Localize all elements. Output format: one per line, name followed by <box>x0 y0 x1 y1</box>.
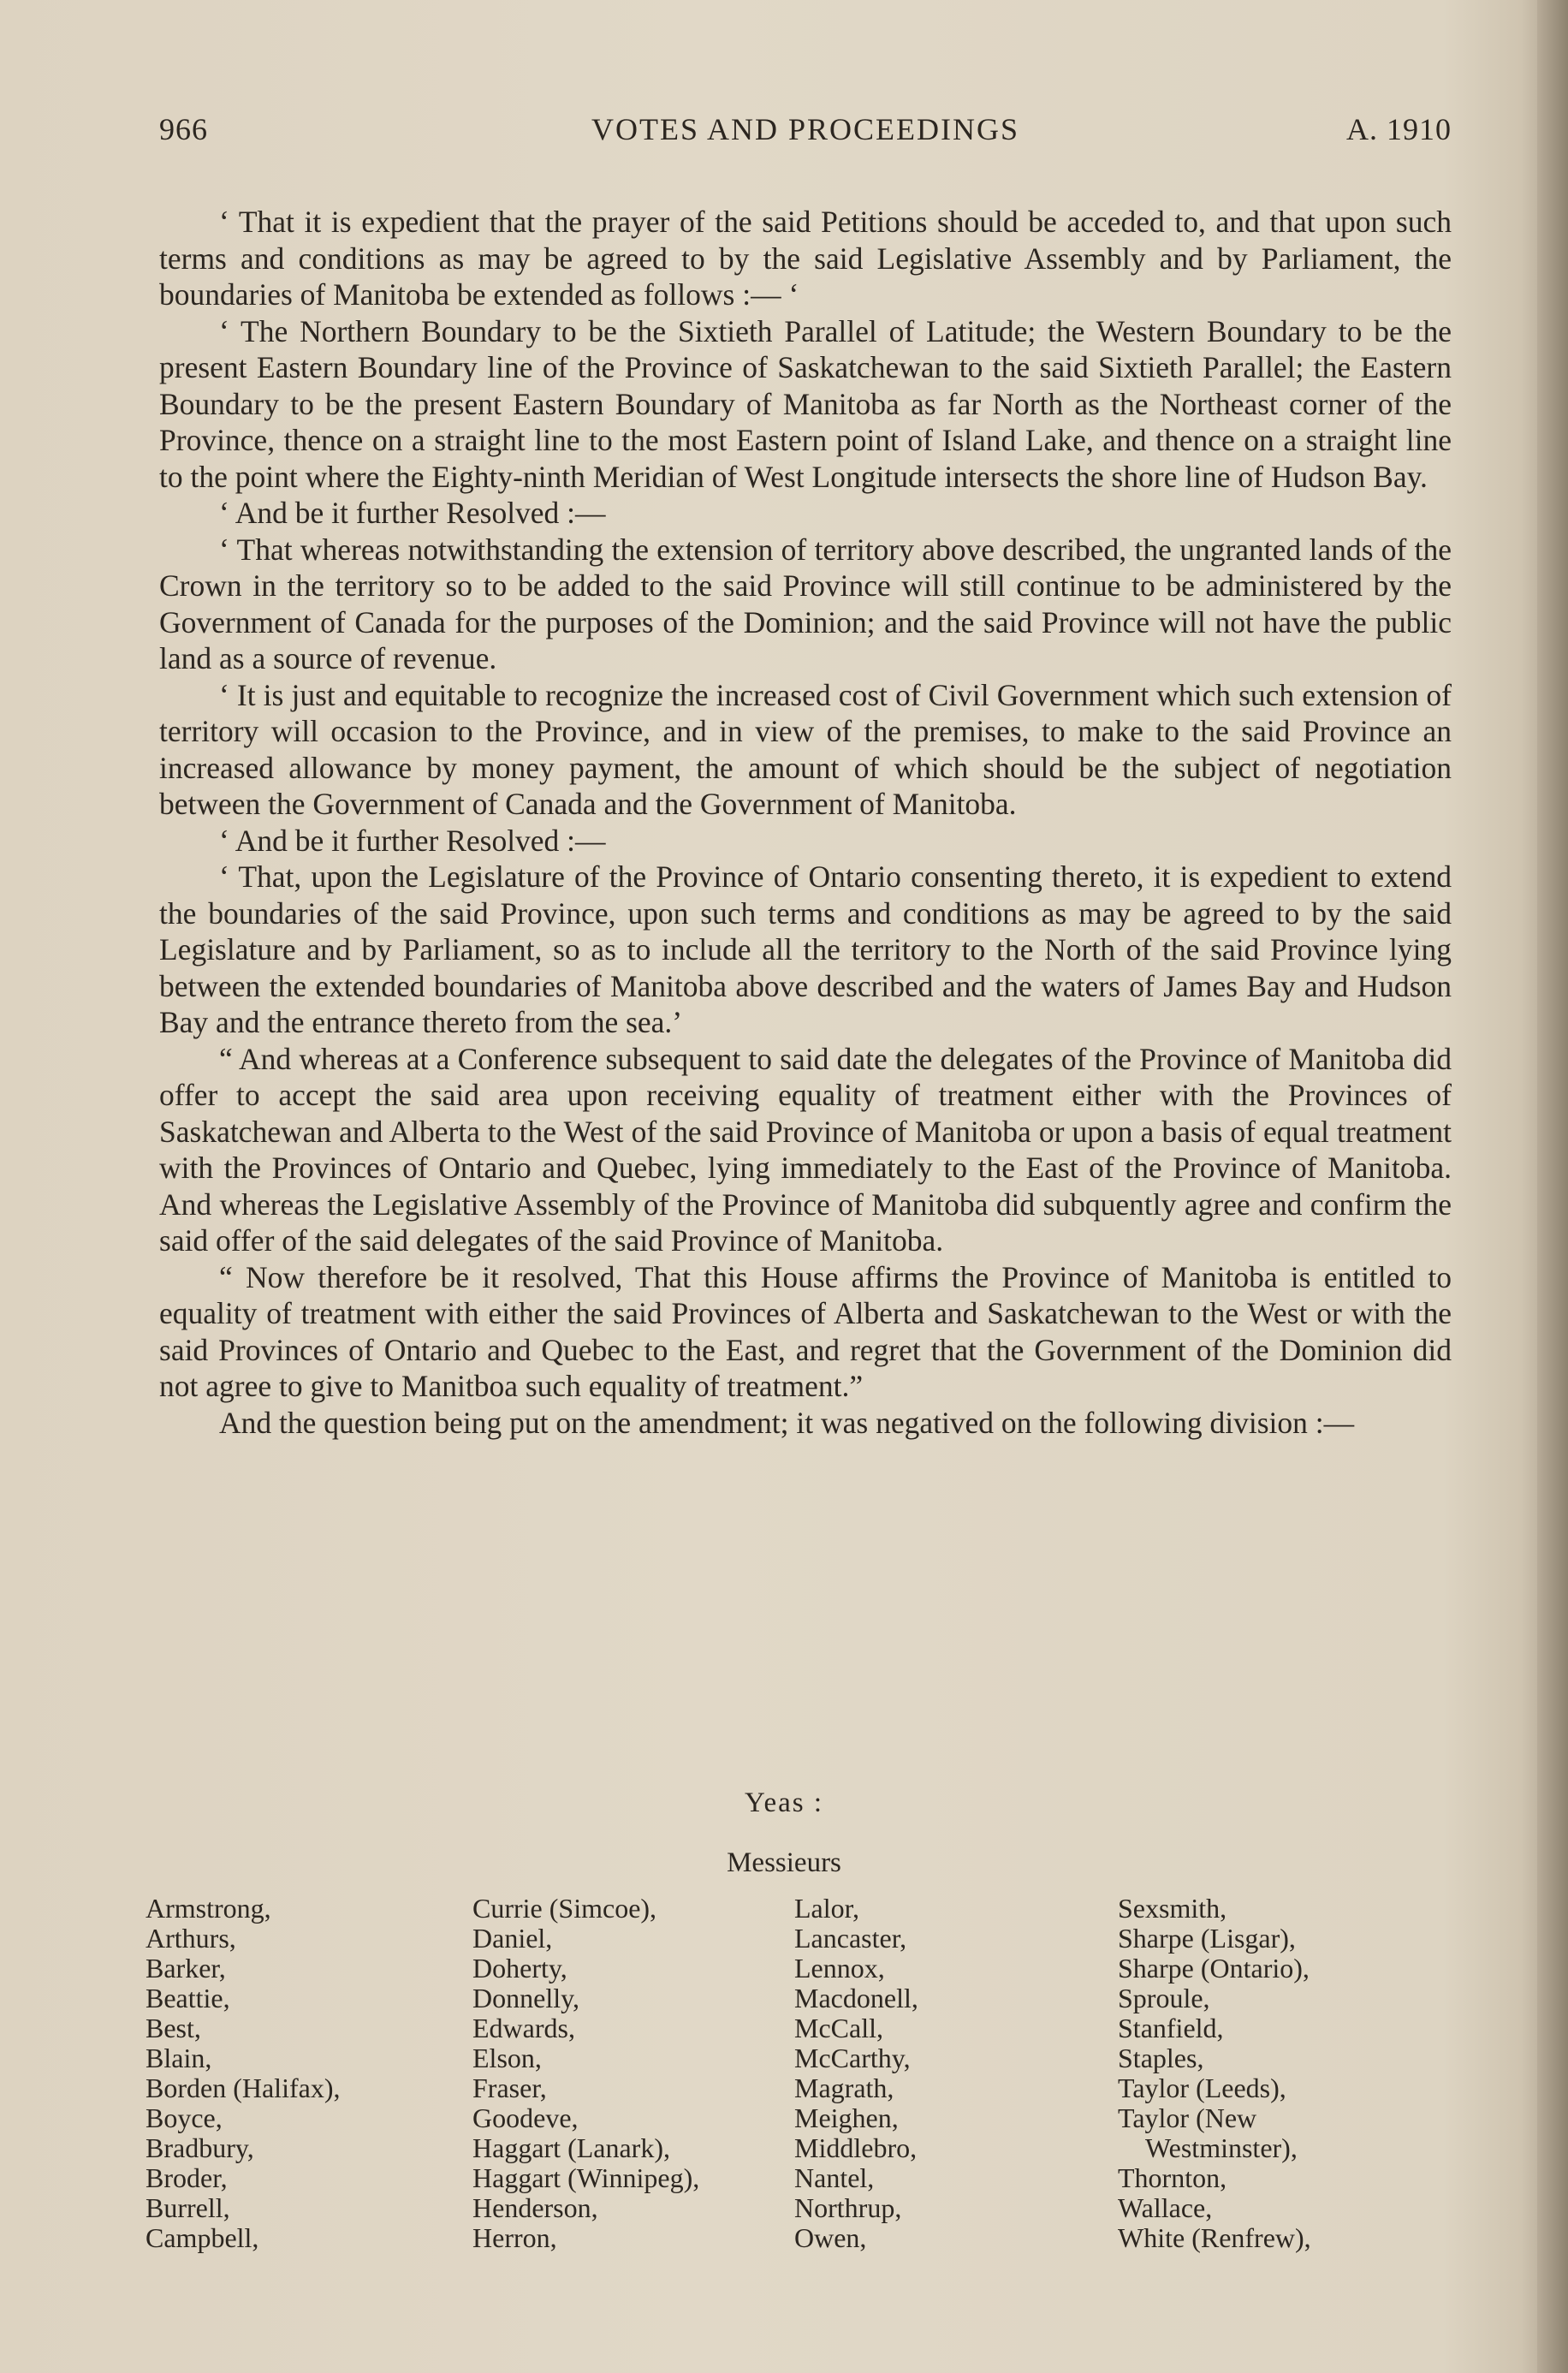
paragraph: ‘ That whereas notwithstanding the extension of territory above described, the ungranted lands of the Crown in the territory so to be added to the said Province will still continue to be administered by the Government of Canada for the purposes of the Dominion; and the said Province will not have the public land as a source of revenue. <box>159 532 1452 675</box>
names-column-1 <box>146 1894 340 2253</box>
member-name: Broder, <box>146 2162 228 2193</box>
member-name: Thornton, <box>1118 2162 1227 2193</box>
member-name: Lennox, <box>794 1953 885 1983</box>
member-name: Haggart (Winnipeg), <box>472 2162 700 2193</box>
member-name: Sexsmith, <box>1118 1893 1227 1924</box>
member-name: Staples, <box>1118 2043 1204 2073</box>
member-name: Sharpe (Lisgar), <box>1118 1923 1296 1954</box>
member-name: Doherty, <box>472 1953 567 1983</box>
member-name: White (Renfrew), <box>1118 2222 1311 2253</box>
member-name: Sproule, <box>1118 1983 1210 2013</box>
paragraph: ‘ That, upon the Legislature of the Province of Ontario consenting thereto, it is expedient to extend the boundaries of the said Province, upon such terms and conditions as may be agreed to by the said Legislature and by Parliament, so as to include all the territory to the North of the said Province lying between the extended boundaries of Manitoba above described and the waters of James Bay and Hudson Bay and the entrance thereto from the sea.’ <box>159 859 1452 1039</box>
member-name: Sharpe (Ontario), <box>1118 1953 1310 1983</box>
member-name: Henderson, <box>472 2192 598 2223</box>
member-name: Barker, <box>146 1953 226 1983</box>
paragraph: ‘ The Northern Boundary to be the Sixtieth Parallel of Latitude; the Western Boundary to be the present Eastern Boundary line of the Province of Saskatchewan to the said Sixtieth Parallel; the Eastern Boundary to be the present Eastern Boundary of Manitoba as far North as the Northeast corner of the Province, thence on a straight line to the most Eastern point of Island Lake, and thence on a straight line to the point where the Eighty-ninth Meridian of West Longitude intersects the shore line of Hudson Bay. <box>159 313 1452 494</box>
member-name: Owen, <box>794 2222 867 2253</box>
member-name: Lancaster, <box>794 1923 907 1954</box>
member-name: McCarthy, <box>794 2043 911 2073</box>
page-header <box>159 111 1452 154</box>
member-name: Wallace, <box>1118 2192 1213 2223</box>
page-number: 966 <box>159 112 208 146</box>
yeas-heading: Yeas : <box>744 1787 824 1818</box>
member-name: Boyce, <box>146 2102 223 2133</box>
member-name: McCall, <box>794 2013 883 2043</box>
member-name: Campbell, <box>146 2222 259 2253</box>
paragraph: ‘ It is just and equitable to recognize the increased cost of Civil Government which such extension of territory will occasion to the Province, and in view of the premises, to make to the said Province an increased allowance by money payment, the amount of which should be the subject of negotiation between the Government of Canada and the Government of Manitoba. <box>159 677 1452 821</box>
member-name: Northrup, <box>794 2192 902 2223</box>
member-name: Lalor, <box>794 1893 860 1924</box>
member-name: Herron, <box>472 2222 557 2253</box>
running-title: VOTES AND PROCEEDINGS <box>591 112 1020 146</box>
paragraph: ‘ And be it further Resolved :— <box>219 823 606 858</box>
member-name: Arthurs, <box>146 1923 236 1954</box>
member-name: Fraser, <box>472 2073 547 2103</box>
member-name: Magrath, <box>794 2073 894 2103</box>
member-name-continuation: Westminster), <box>1145 2132 1298 2163</box>
messieurs-heading: Messieurs <box>727 1847 841 1878</box>
member-name: Stanfield, <box>1118 2013 1224 2043</box>
names-column-2 <box>472 1894 699 2253</box>
member-name: Meighen, <box>794 2102 899 2133</box>
member-name: Taylor (Leeds), <box>1118 2073 1286 2103</box>
member-name: Macdonell, <box>794 1983 918 2013</box>
member-name: Elson, <box>472 2043 542 2073</box>
member-name: Borden (Halifax), <box>146 2073 341 2103</box>
names-column-4 <box>1118 1894 1311 2253</box>
paragraph: ‘ And be it further Resolved :— <box>219 496 606 530</box>
book-spine-shadow <box>1537 0 1568 2373</box>
member-name: Donnelly, <box>472 1983 580 2013</box>
member-name: Burrell, <box>146 2192 230 2223</box>
division-names <box>146 1894 1446 2270</box>
member-name: Goodeve, <box>472 2102 579 2133</box>
paragraph: ‘ That it is expedient that the prayer of the said Petitions should be acceded to, and that upon such terms and conditions as may be agreed to by the said Legislative Assembly and by Parliament, the boundaries of Manitoba be extended as follows :— ‘ <box>159 205 1452 312</box>
paragraph: “ Now therefore be it resolved, That this House affirms the Province of Manitoba is entitled to equality of treatment with either the said Provinces of Alberta and Saskatchewan to the West or with the said Provinces of Ontario and Quebec to the East, and regret that the Government of the Dominion did not agree to give to Manitboa such equality of treatment.” <box>159 1259 1452 1403</box>
member-name: Beattie, <box>146 1983 230 2013</box>
member-name: Armstrong, <box>146 1893 271 1924</box>
member-name: Bradbury, <box>146 2132 254 2163</box>
member-name: Haggart (Lanark), <box>472 2132 670 2163</box>
member-name: Nantel, <box>794 2162 875 2193</box>
member-name: Daniel, <box>472 1923 553 1954</box>
paragraph: And the question being put on the amendment; it was negatived on the following division :— <box>219 1405 1355 1440</box>
body-text <box>159 204 1452 1441</box>
member-name: Best, <box>146 2013 201 2043</box>
paragraph: “ And whereas at a Conference subsequent to said date the delegates of the Province of Manitoba did offer to accept the said area upon receiving equality of treatment either with the Provinces of Saskatchewan and Alberta to the West of the said Province of Manitoba or upon a basis of equal treatment with the Provinces of Ontario and Quebec, lying immediately to the East of the Province of Manitoba. And whereas the Legislative Assembly of the Province of Manitoba did subquently agree and confirm the said offer of the said delegates of the said Province of Manitoba. <box>159 1041 1452 1258</box>
names-column-3 <box>794 1894 918 2253</box>
session-year: A. 1910 <box>1346 112 1452 146</box>
member-name: Middlebro, <box>794 2132 918 2163</box>
member-name: Blain, <box>146 2043 212 2073</box>
member-name: Currie (Simcoe), <box>472 1893 657 1924</box>
member-name: Taylor (New <box>1118 2102 1257 2133</box>
member-name: Edwards, <box>472 2013 575 2043</box>
